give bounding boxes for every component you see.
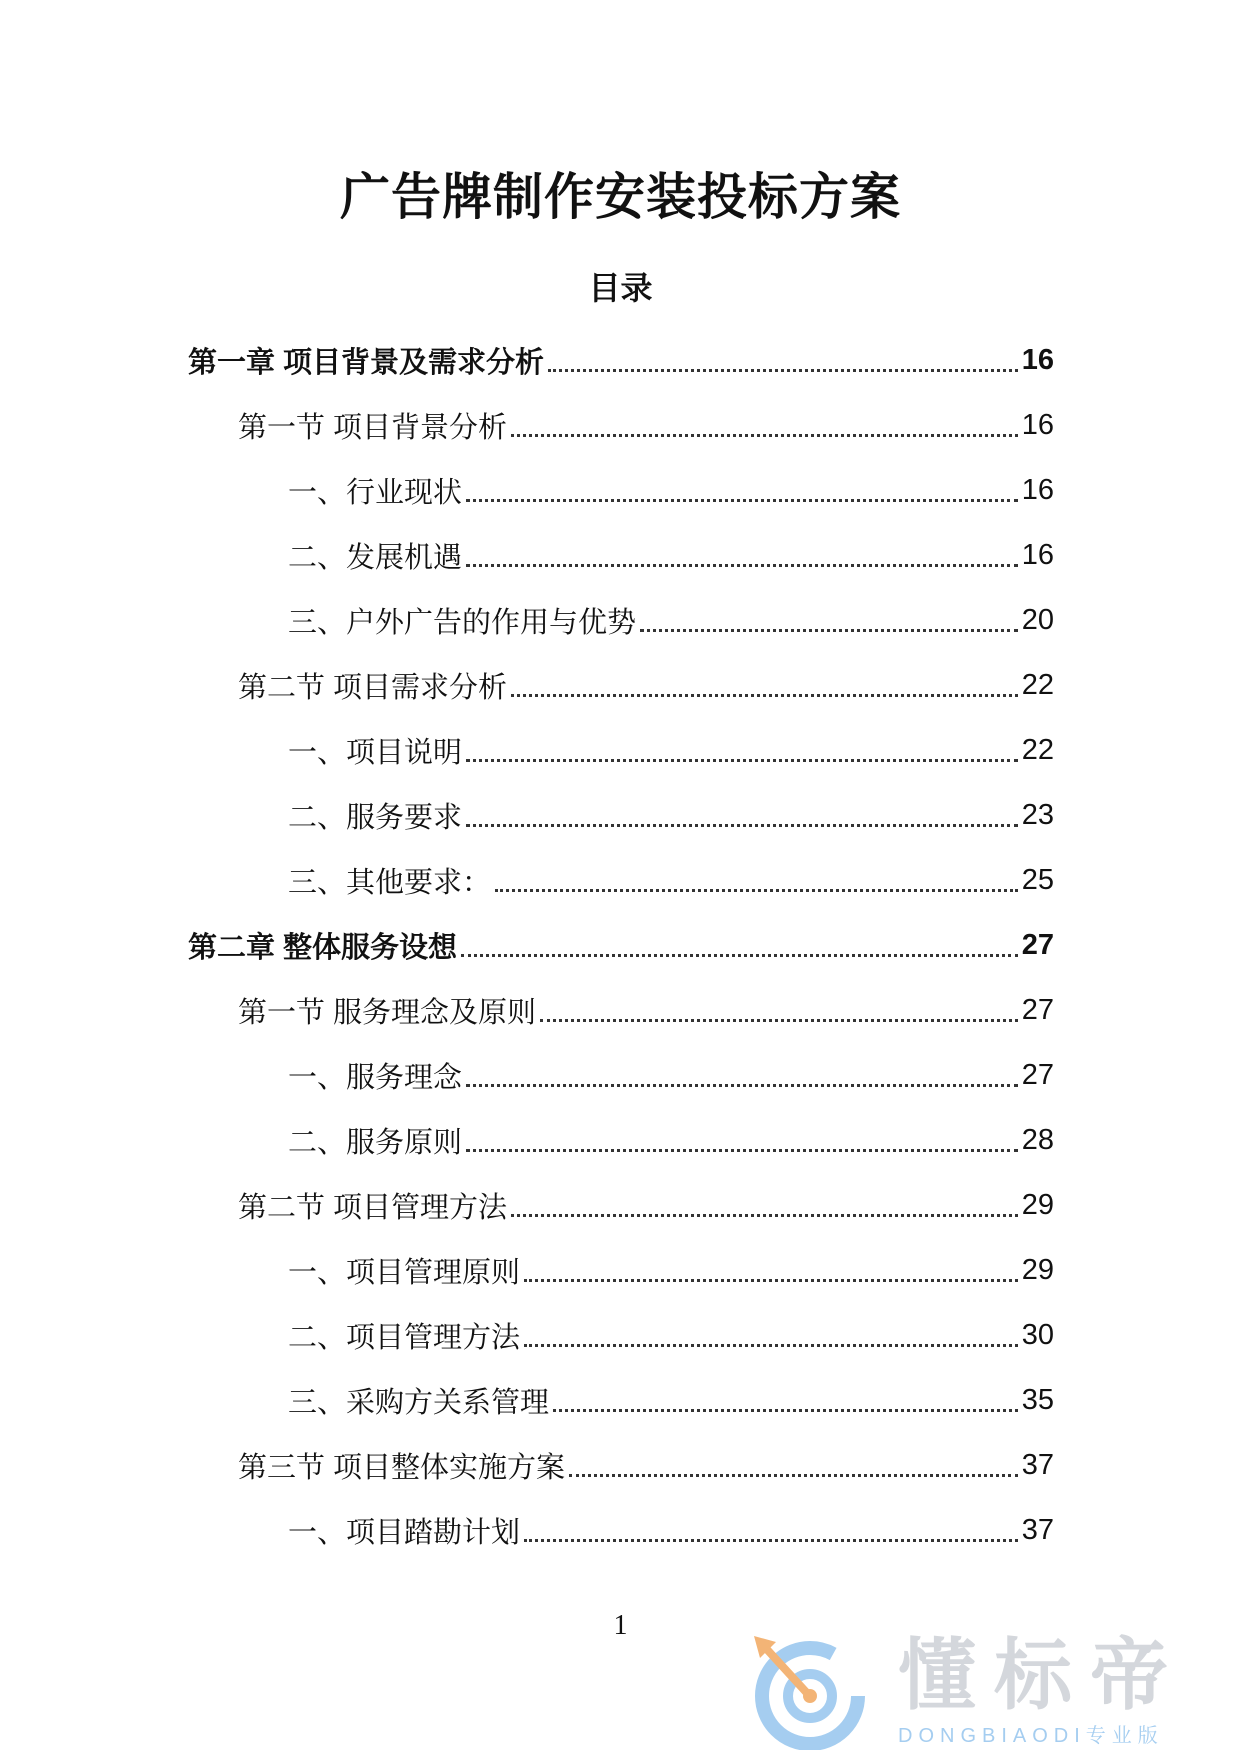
toc-entry[interactable] (188, 1043, 1054, 1108)
toc-entry-text: 第二章 整体服务设想 (188, 932, 458, 964)
toc-entry-text: 一、项目踏勘计划 (288, 1517, 521, 1549)
toc-entry-page: 22 (1021, 669, 1054, 701)
toc-leader-dots (466, 1084, 1018, 1087)
toc-entry[interactable] (188, 393, 1054, 458)
toc-entry[interactable] (188, 1238, 1054, 1303)
toc-entry-text: 一、项目管理原则 (288, 1257, 521, 1289)
toc-entry-page: 25 (1021, 864, 1054, 896)
toc-entry-text: 一、服务理念 (288, 1062, 463, 1094)
toc-entry[interactable] (188, 328, 1054, 393)
toc-leader-dots (461, 954, 1018, 957)
toc-entry[interactable] (188, 978, 1054, 1043)
toc-entry-text: 二、服务要求 (288, 802, 463, 834)
toc-entry-text: 三、采购方关系管理 (288, 1387, 550, 1419)
toc-entry-text: 第一章 项目背景及需求分析 (188, 347, 545, 379)
toc-entry[interactable] (188, 1433, 1054, 1498)
toc-entry-page: 27 (1021, 1059, 1054, 1091)
toc-entry-page: 28 (1021, 1124, 1054, 1156)
toc-leader-dots (640, 629, 1018, 632)
toc-leader-dots (511, 434, 1018, 437)
toc-leader-dots (466, 759, 1018, 762)
toc-entry-text: 第三节 项目整体实施方案 (238, 1452, 566, 1484)
toc-entry-text: 第一节 项目背景分析 (238, 412, 508, 444)
watermark-subtitle: DONGBIAODI专业版 (898, 1725, 1164, 1747)
toc-leader-dots (495, 889, 1018, 892)
toc-heading: 目录 (588, 270, 653, 306)
toc-entry-page: 37 (1021, 1514, 1054, 1546)
toc-entry-page: 20 (1021, 604, 1054, 636)
toc-entry-text: 二、服务原则 (288, 1127, 463, 1159)
toc-leader-dots (540, 1019, 1018, 1022)
toc-leader-dots (466, 824, 1018, 827)
toc-entry-page: 16 (1021, 344, 1054, 376)
table-of-contents (188, 328, 1054, 1563)
watermark-brand: 懂标帝 (898, 1631, 1187, 1719)
toc-entry-text: 二、发展机遇 (288, 542, 463, 574)
toc-leader-dots (524, 1344, 1018, 1347)
toc-entry[interactable] (188, 523, 1054, 588)
toc-entry[interactable] (188, 848, 1054, 913)
toc-entry[interactable] (188, 718, 1054, 783)
toc-entry[interactable] (188, 458, 1054, 523)
toc-entry[interactable] (188, 913, 1054, 978)
toc-entry-text: 一、项目说明 (288, 737, 463, 769)
toc-entry-page: 27 (1021, 929, 1054, 961)
toc-entry-page: 30 (1021, 1319, 1054, 1351)
toc-entry[interactable] (188, 783, 1054, 848)
toc-entry[interactable] (188, 1368, 1054, 1433)
toc-entry[interactable] (188, 588, 1054, 653)
toc-leader-dots (511, 1214, 1018, 1217)
toc-entry-text: 二、项目管理方法 (288, 1322, 521, 1354)
toc-entry[interactable] (188, 1108, 1054, 1173)
toc-entry[interactable] (188, 1303, 1054, 1368)
document-title: 广告牌制作安装投标方案 (340, 169, 901, 225)
toc-leader-dots (466, 1149, 1018, 1152)
toc-leader-dots (466, 499, 1018, 502)
target-arrow-icon (748, 1632, 866, 1750)
toc-leader-dots (548, 369, 1018, 372)
toc-entry-text: 三、其他要求： (288, 867, 492, 899)
toc-entry-page: 35 (1021, 1384, 1054, 1416)
toc-entry-text: 三、户外广告的作用与优势 (288, 607, 637, 639)
toc-entry[interactable] (188, 1498, 1054, 1563)
toc-entry-page: 16 (1021, 474, 1054, 506)
toc-leader-dots (466, 564, 1018, 567)
toc-entry[interactable] (188, 653, 1054, 718)
toc-entry-page: 29 (1021, 1189, 1054, 1221)
toc-leader-dots (524, 1539, 1018, 1542)
watermark (748, 1632, 1218, 1750)
toc-entry-page: 23 (1021, 799, 1054, 831)
toc-leader-dots (553, 1409, 1018, 1412)
toc-leader-dots (511, 694, 1018, 697)
toc-entry-page: 27 (1021, 994, 1054, 1026)
toc-entry-page: 16 (1021, 409, 1054, 441)
toc-entry-text: 第一节 服务理念及原则 (238, 997, 537, 1029)
toc-entry-text: 一、行业现状 (288, 477, 463, 509)
toc-entry-text: 第二节 项目管理方法 (238, 1192, 508, 1224)
toc-entry-page: 37 (1021, 1449, 1054, 1481)
toc-entry[interactable] (188, 1173, 1054, 1238)
toc-entry-page: 22 (1021, 734, 1054, 766)
page-number: 1 (613, 1610, 628, 1641)
toc-entry-page: 29 (1021, 1254, 1054, 1286)
toc-entry-page: 16 (1021, 539, 1054, 571)
toc-leader-dots (524, 1279, 1018, 1282)
toc-leader-dots (569, 1474, 1018, 1477)
toc-entry-text: 第二节 项目需求分析 (238, 672, 508, 704)
